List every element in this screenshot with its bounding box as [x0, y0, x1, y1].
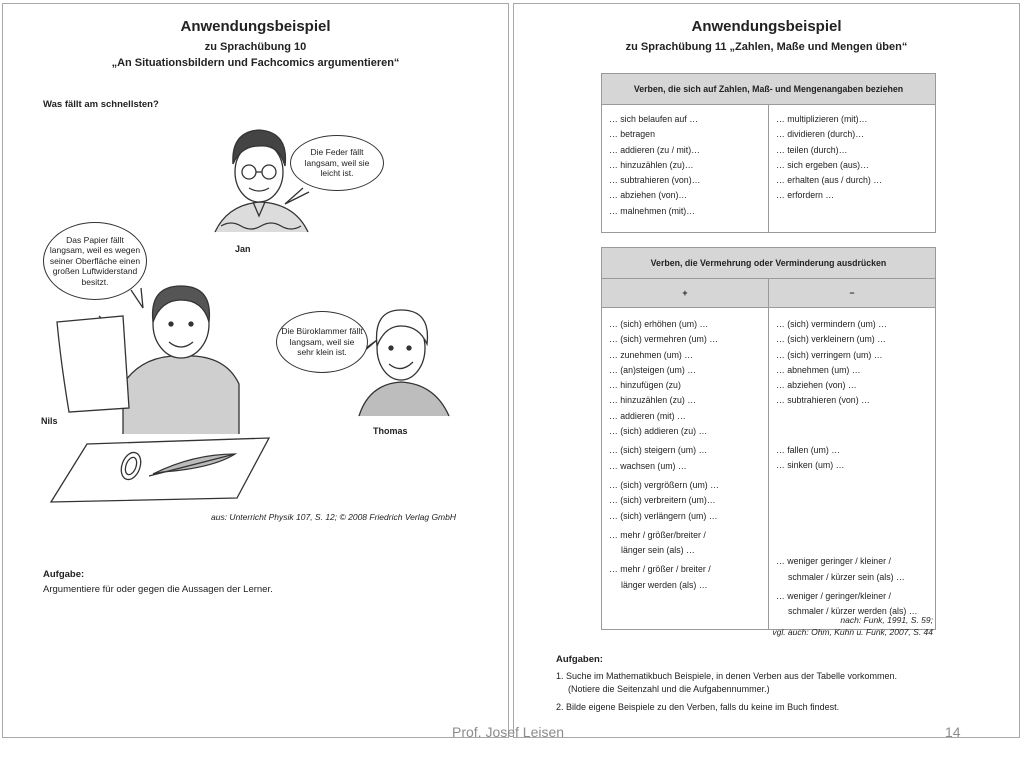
plus-item: … (sich) vermehren (um) … [609, 334, 718, 345]
jan-speech-bubble: Die Feder fällt langsam, weil sie leicht ist. [290, 135, 384, 191]
plus-column [602, 308, 769, 630]
citation-2: vgl. auch: Ohm, Kuhn u. Funk, 2007, S. 44 [772, 627, 933, 637]
right-subtitle: zu Sprachübung 11 „Zahlen, Maße und Mengen üben“ [625, 41, 908, 53]
nils-figure [57, 286, 239, 434]
jan-label: Jan [235, 244, 251, 254]
plus-item: … addieren (mit) … [609, 410, 686, 421]
plus-item: … (sich) erhöhen (um) … [609, 319, 709, 329]
plus-item: … hinzufügen (zu) [609, 380, 681, 391]
table1-item: … dividieren (durch)… [776, 129, 864, 140]
task-1-line-2: (Notiere die Seitenzahl und die Aufgabennummer.) [568, 684, 770, 694]
thomas-speech-bubble: Die Büroklammer fällt langsam, weil sie sehr klein ist. [276, 311, 368, 373]
plus-item: länger werden (als) … [621, 579, 708, 590]
task-2: 2. Bilde eigene Beispiele zu den Verben, falls du keine im Buch findest. [556, 702, 840, 712]
table1-col1 [602, 105, 769, 233]
table1-item: … teilen (durch)… [776, 144, 848, 155]
table1-item: … addieren (zu / mit)… [609, 144, 700, 155]
task-text: Argumentiere für oder gegen die Aussagen der Lerner. [43, 584, 273, 595]
left-subtitle-2: „An Situationsbildern und Fachcomics argumentieren“ [111, 57, 400, 69]
footer-author: Prof. Josef Leisen [452, 724, 565, 740]
nils-speech-bubble: Das Papier fällt langsam, weil es wegen seiner Oberfläche einen großen Luftwiderstand besitzt. [43, 222, 147, 300]
minus-item: … weniger geringer / kleiner / [776, 556, 891, 567]
table1-item: … sich ergeben (aus)… [776, 159, 869, 170]
plus-item: … mehr / größer / breiter / [609, 564, 711, 575]
table1-item: … hinzuzählen (zu)… [609, 159, 694, 170]
plus-item: … hinzuzählen (zu) … [609, 395, 697, 406]
right-page [513, 3, 1020, 738]
minus-item: … abziehen (von) … [776, 380, 857, 391]
table1-item: … betragen [609, 129, 655, 140]
plus-item: … (sich) addieren (zu) … [609, 426, 708, 437]
minus-item: … (sich) vermindern (um) … [776, 319, 887, 329]
table1-item: … erhalten (aus / durch) … [776, 175, 883, 186]
task-1-line-1: 1. Suche im Mathematikbuch Beispiele, in denen Verben aus der Tabelle vorkommen. [556, 671, 898, 681]
table2-header: Verben, die Vermehrung oder Verminderung ausdrücken [602, 248, 936, 279]
plus-item: … (sich) verlängern (um) … [609, 510, 718, 521]
plus-item: … mehr / größer/breiter / [609, 529, 706, 540]
minus-item: … weniger / geringer/kleiner / [776, 590, 891, 601]
minus-item: schmaler / kürzer sein (als) … [788, 571, 905, 582]
nils-label: Nils [41, 416, 58, 426]
comic-illustration [3, 4, 510, 739]
table-drawing [51, 438, 269, 502]
minus-column [769, 308, 936, 630]
plus-item: … (sich) vergrößern (um) … [609, 479, 719, 490]
minus-column-header: − [769, 279, 936, 308]
minus-item: … abnehmen (um) … [776, 364, 861, 375]
thomas-figure [359, 310, 449, 416]
table1-col2 [769, 105, 936, 233]
minus-item: … (sich) verkleinern (um) … [776, 334, 886, 345]
table1-header: Verben, die sich auf Zahlen, Maß- und Mengenangaben beziehen [602, 74, 936, 105]
thomas-label: Thomas [373, 426, 408, 436]
tasks-heading: Aufgaben: [556, 654, 603, 665]
plus-item: … wachsen (um) … [609, 460, 687, 471]
left-subtitle-1: zu Sprachübung 10 [204, 41, 307, 53]
source-citation: aus: Unterricht Physik 107, S. 12; © 2008 Friedrich Verlag GmbH [211, 512, 456, 522]
minus-item: … subtrahieren (von) … [776, 395, 870, 406]
plus-item: … (an)steigen (um) … [609, 364, 697, 375]
table1-item: … sich belaufen auf … [609, 114, 698, 124]
verbs-table-change [601, 247, 936, 630]
table1-item: … malnehmen (mit)… [609, 205, 696, 216]
plus-column-header: + [602, 279, 769, 308]
right-title: Anwendungsbeispiel [691, 18, 842, 35]
table1-item: … subtrahieren (von)… [609, 175, 701, 186]
minus-item: … sinken (um) … [776, 460, 845, 471]
plus-item: … zunehmen (um) … [609, 349, 694, 360]
question-text: Was fällt am schnellsten? [43, 99, 159, 110]
minus-item: schmaler / kürzer werden (als) … [788, 606, 918, 617]
nils-bubble-tail [131, 288, 143, 308]
citation-1: nach: Funk, 1991, S. 59; [840, 615, 933, 625]
minus-item: … fallen (um) … [776, 444, 841, 455]
verbs-table-numbers [601, 73, 936, 233]
left-title: Anwendungsbeispiel [180, 18, 331, 35]
minus-item: … (sich) verringern (um) … [776, 349, 883, 360]
plus-item: … (sich) verbreitern (um)… [609, 495, 716, 506]
task-heading: Aufgabe: [43, 569, 85, 580]
plus-item: … (sich) steigern (um) … [609, 445, 708, 456]
jan-figure [215, 130, 308, 232]
left-page [2, 3, 509, 738]
plus-item: länger sein (als) … [621, 545, 695, 556]
table1-item: … abziehen (von)… [609, 190, 688, 201]
table1-item: … erfordern … [776, 190, 835, 201]
table1-item: … multiplizieren (mit)… [776, 114, 868, 124]
jan-bubble-tail [285, 188, 309, 204]
footer-page-number: 14 [945, 724, 961, 740]
